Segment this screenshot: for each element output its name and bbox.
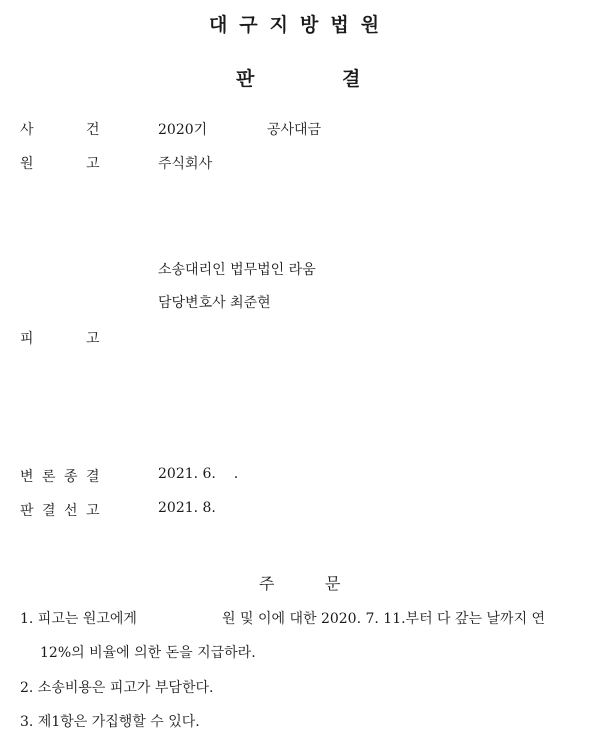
order-title-char-1: 주 — [259, 574, 275, 593]
defendant-label-char-1: 피 — [20, 331, 34, 347]
plaintiff-label-char-2: 고 — [86, 156, 100, 172]
decision-label-char-3: 선 — [64, 503, 78, 519]
defendant-label-char-2: 고 — [86, 331, 100, 347]
case-name: 공사대금 — [267, 122, 322, 138]
judgment-title-char-2: 결 — [342, 68, 361, 90]
order-item-3: 3. 제1항은 가집행할 수 있다. — [20, 714, 200, 730]
plaintiff-name: 주식회사 — [158, 156, 213, 172]
judgment-title-char-1: 판 — [236, 68, 255, 90]
closing-label-char-1: 변 — [20, 469, 34, 485]
decision-label-char-2: 결 — [42, 503, 56, 519]
plaintiff-label-char-1: 원 — [20, 156, 34, 172]
decision-label-char-1: 판 — [20, 503, 34, 519]
order-item-2: 2. 소송비용은 피고가 부담한다. — [20, 680, 214, 696]
order-item-1-part-1: 1. 피고는 원고에게 — [20, 611, 137, 627]
order-item-1-line-2: 12%의 비율에 의한 돈을 지급하라. — [40, 645, 256, 661]
case-label-char-1: 사 — [20, 122, 34, 138]
decision-date: 2021. 8. — [158, 500, 216, 516]
decision-label-char-4: 고 — [86, 503, 100, 519]
case-label-char-2: 건 — [86, 122, 100, 138]
closing-label-char-4: 결 — [86, 469, 100, 485]
order-title-char-2: 문 — [325, 574, 341, 593]
plaintiff-representative: 소송대리인 법무법인 라움 — [158, 262, 316, 278]
closing-label-char-2: 론 — [42, 469, 56, 485]
closing-date: 2021. 6. . — [158, 466, 239, 482]
court-name: 대구지방법원 — [208, 14, 392, 36]
plaintiff-lawyer: 담당변호사 최준현 — [158, 295, 271, 311]
closing-label-char-3: 종 — [64, 469, 78, 485]
order-item-1-part-2: 원 및 이에 대한 2020. 7. 11.부터 다 갚는 날까지 연 — [222, 611, 546, 627]
case-number: 2020기 — [158, 122, 208, 138]
